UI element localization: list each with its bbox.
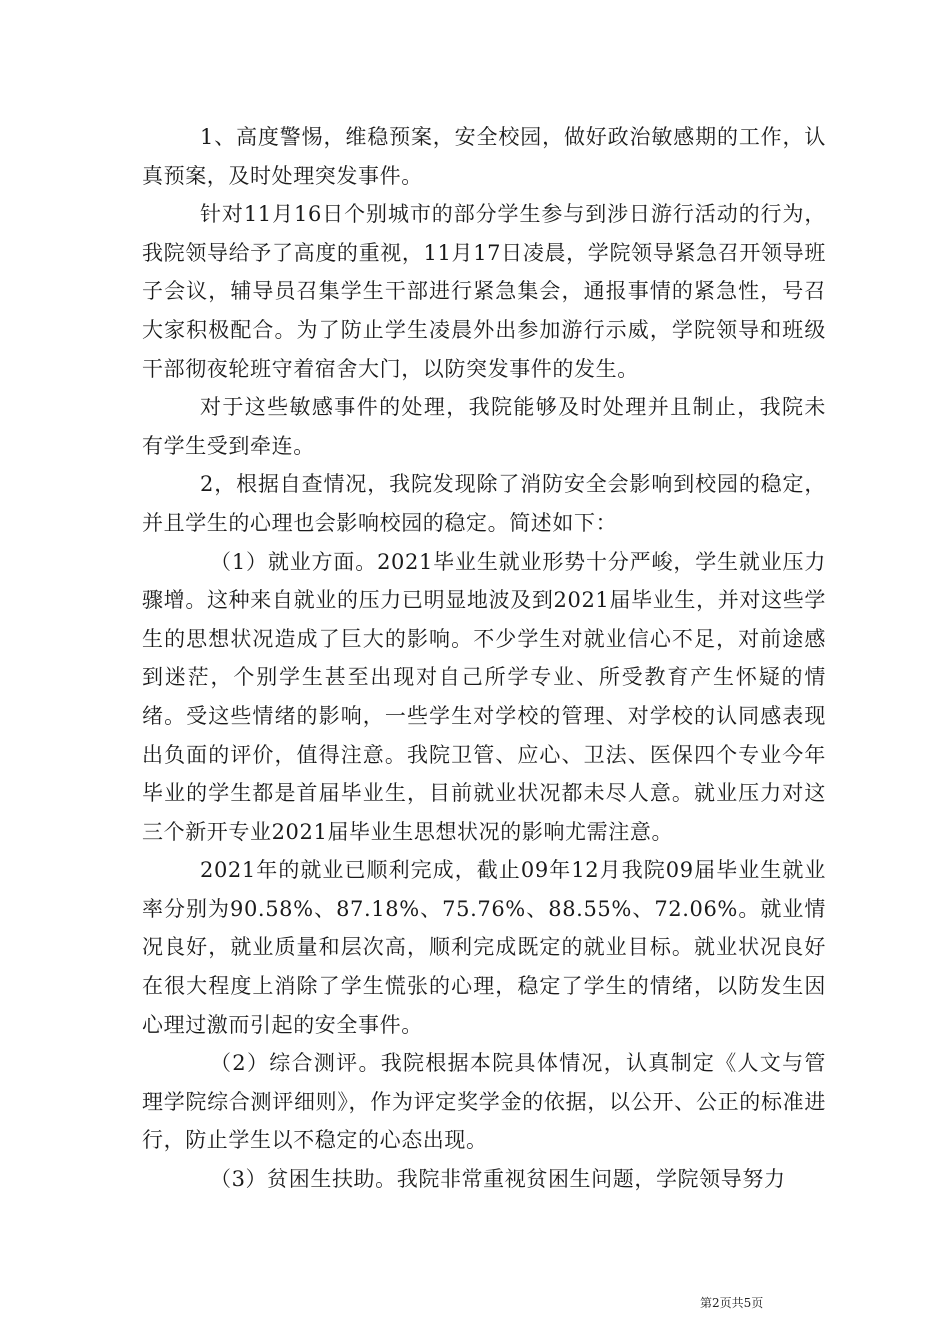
paragraph-2: 针对11月16日个别城市的部分学生参与到涉日游行活动的行为，我院领导给予了高度的重视，11月17日凌晨，学院领导紧急召开领导班子会议，辅导员召集学生干部进行紧急集会，通报事情的紧急性，号召大家积极配合。为了防止学生凌晨外出参加游行示威，学院领导和班级干部彻夜轮班守着宿舍大门，以防突发事件的发生。	[142, 202, 826, 381]
paragraph-3: 对于这些敏感事件的处理，我院能够及时处理并且制止，我院未有学生受到牵连。	[142, 395, 826, 458]
paragraph-7: （2）综合测评。我院根据本院具体情况，认真制定《人文与管理学院综合测评细则》，作为评定奖学金的依据，以公开、公正的标准进行，防止学生以不稳定的心态出现。	[142, 1051, 826, 1153]
paragraph-8: （3）贫困生扶助。我院非常重视贫困生问题，学院领导努力	[210, 1167, 786, 1192]
paragraph-5: （1）就业方面。2021毕业生就业形势十分严峻，学生就业压力骤增。这种来自就业的压力已明显地波及到2021届毕业生，并对这些学生的思想状况造成了巨大的影响。不少学生对就业信心不足，对前途感到迷茫，个别学生甚至出现对自己所学专业、所受教育产生怀疑的情绪。受这些情绪的影响，一些学生对学校的管理、对学校的认同感表现出负面的评价，值得注意。我院卫管、应心、卫法、医保四个专业今年毕业的学生都是首届毕业生，目前就业状况都未尽人意。就业压力对这三个新开专业2021届毕业生思想状况的影响尤需注意。	[142, 549, 826, 844]
document-body	[142, 118, 826, 1199]
paragraph-1: 1、高度警惕，维稳预案，安全校园，做好政治敏感期的工作，认真预案，及时处理突发事件。	[142, 125, 826, 188]
paragraph-6: 2021年的就业已顺利完成，截止09年12月我院09届毕业生就业率分别为90.58%、87.18%、75.76%、88.55%、72.06%。就业情况良好，就业质量和层次高，顺利完成既定的就业目标。就业状况良好在很大程度上消除了学生慌张的心理，稳定了学生的情绪，以防发生因心理过激而引起的安全事件。	[142, 858, 826, 1037]
paragraph-4: 2，根据自查情况，我院发现除了消防安全会影响到校园的稳定，并且学生的心理也会影响校园的稳定。简述如下：	[142, 472, 826, 535]
page-number-footer: 第2页共5页	[700, 1296, 764, 1310]
